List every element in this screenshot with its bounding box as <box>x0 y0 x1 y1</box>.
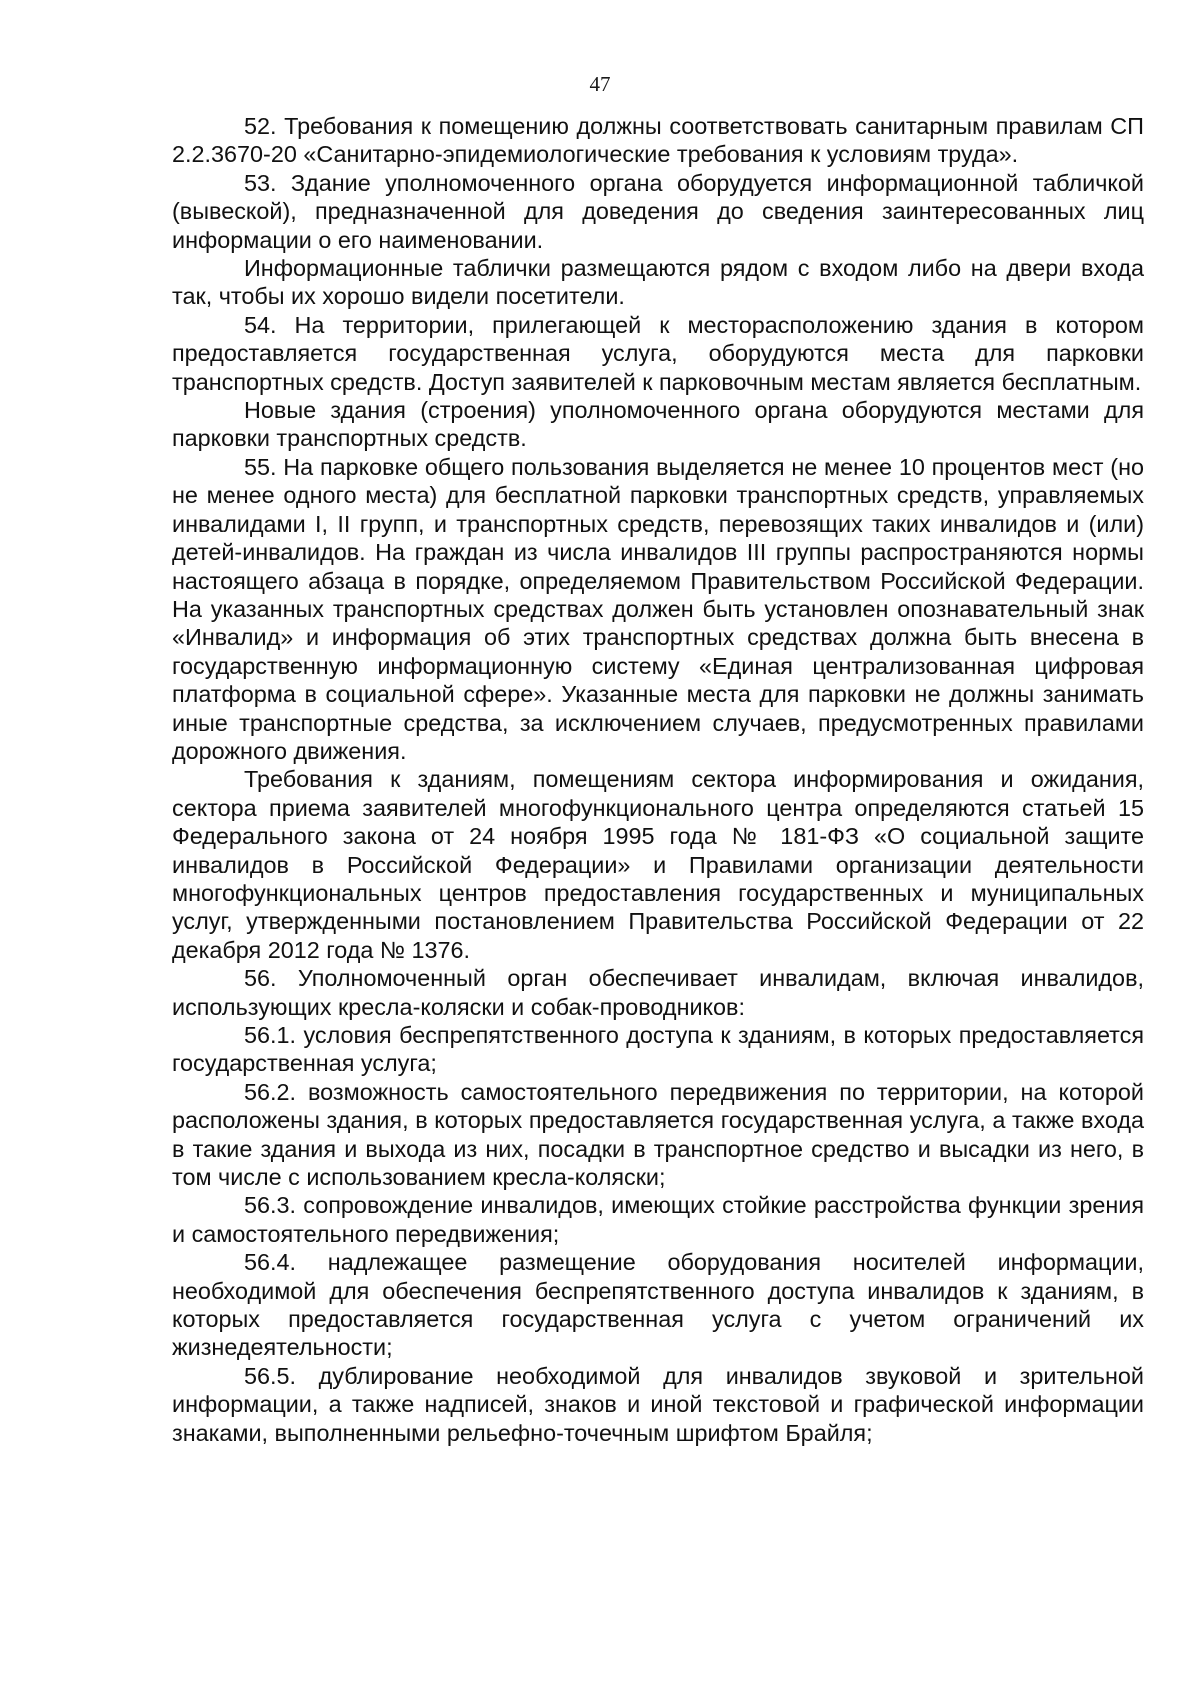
paragraph-56: 56. Уполномоченный орган обеспечивает инвалидам, включая инвалидов, использующих кресла-коляски и собак-проводников: <box>172 965 1144 1020</box>
page-number: 47 <box>589 72 611 96</box>
document-body <box>172 112 1144 1447</box>
paragraph-56-3: 56.3. сопровождение инвалидов, имеющих стойкие расстройства функции зрения и самостоятельного передвижения; <box>172 1192 1144 1247</box>
paragraph-53: 53. Здание уполномоченного органа оборудуется информационной табличкой (вывеской), предназначенной для доведения до сведения заинтересованных лиц информации о его наименовании. <box>172 169 1144 253</box>
paragraph-54: 54. На территории, прилегающей к месторасположению здания в котором предоставляется государственная услуга, оборудуются места для парковки транспортных средств. Доступ заявителей к парковочным местам является бесплатным. <box>172 311 1144 395</box>
paragraph-53-info-signs: Информационные таблички размещаются рядом с входом либо на двери входа так, чтобы их хорошо видели посетители. <box>172 255 1144 310</box>
paragraph-55-requirements: Требования к зданиям, помещениям сектора информирования и ожидания, сектора приема заявителей многофункционального центра определяются статьей 15 Федерального закона от 24 ноября 1995 года № 181-ФЗ «О социальной защите инвалидов в Российской Федерации» и Правилами организации деятельности многофункциональных центров предоставления государственных и муниципальных услуг, утвержденными постановлением Правительства Российской Федерации от 22 декабря 2012 года № 1376. <box>172 766 1144 963</box>
paragraph-52: 52. Требования к помещению должны соответствовать санитарным правилам СП 2.2.3670-20 «Санитарно-эпидемиологические требования к условиям труда». <box>172 113 1144 168</box>
paragraph-56-4: 56.4. надлежащее размещение оборудования носителей информации, необходимой для обеспечения беспрепятственного доступа инвалидов к зданиям, в которых предоставляется государственная услуга с учетом ограничений их жизнедеятельности; <box>172 1249 1144 1361</box>
paragraph-56-5: 56.5. дублирование необходимой для инвалидов звуковой и зрительной информации, а также надписей, знаков и иной текстовой и графической информации знаками, выполненными рельефно-точечным шрифтом Брайля; <box>172 1362 1144 1446</box>
paragraph-54-new-buildings: Новые здания (строения) уполномоченного органа оборудуются местами для парковки транспортных средств. <box>172 397 1144 452</box>
paragraph-56-1: 56.1. условия беспрепятственного доступа к зданиям, в которых предоставляется государственная услуга; <box>172 1022 1144 1077</box>
paragraph-56-2: 56.2. возможность самостоятельного передвижения по территории, на которой расположены здания, в которых предоставляется государственная услуга, а также входа в такие здания и выхода из них, посадки в транспортное средство и высадки из него, в том числе с использованием кресла-коляски; <box>172 1078 1144 1191</box>
paragraph-55: 55. На парковке общего пользования выделяется не менее 10 процентов мест (но не менее одного места) для бесплатной парковки транспортных средств, управляемых инвалидами I, II групп, и транспортных средств, перевозящих таких инвалидов и (или) детей-инвалидов. На граждан из числа инвалидов III группы распространяются нормы настоящего абзаца в порядке, определяемом Правительством Российской Федерации. На указанных транспортных средствах должен быть установлен опознавательный знак «Инвалид» и информация об этих транспортных средствах должна быть внесена в государственную информационную систему «Единая централизованная цифровая платформа в социальной сфере». Указанные места для парковки не должны занимать иные транспортные средства, за исключением случаев, предусмотренных правилами дорожного движения. <box>172 453 1144 764</box>
